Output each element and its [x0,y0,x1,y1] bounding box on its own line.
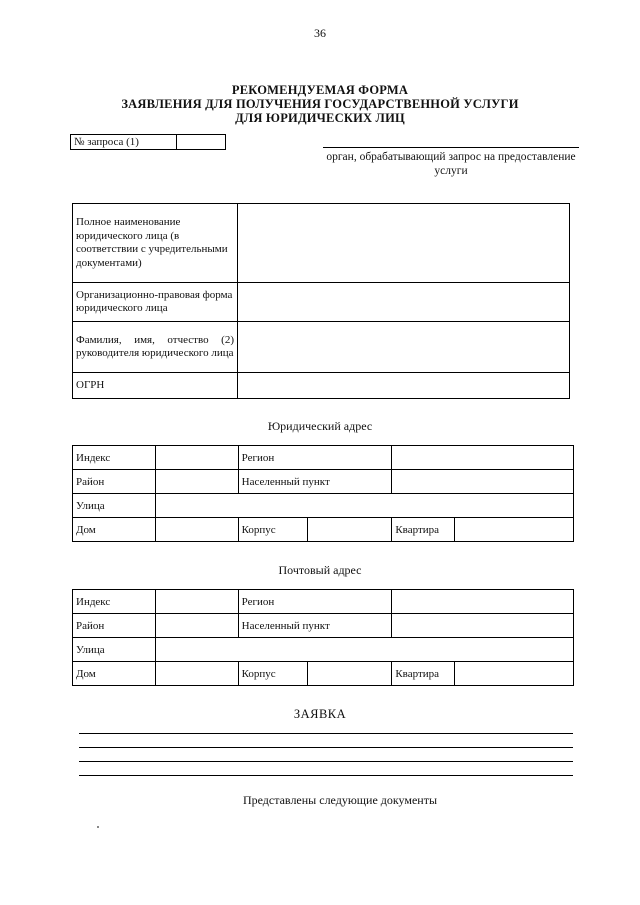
legal-form-field[interactable] [238,283,570,322]
ogrn-label: ОГРН [73,373,238,399]
building-label: Корпус [238,518,307,542]
house-field[interactable] [155,662,238,686]
apartment-label: Квартира [392,518,455,542]
form-title-line-2: ЗАЯВЛЕНИЯ ДЛЯ ПОЛУЧЕНИЯ ГОСУДАРСТВЕННОЙ УСЛУГИ [121,97,519,111]
request-number-label: № запроса (1) [71,135,177,149]
application-heading: ЗАЯВКА [293,707,347,721]
house-label: Дом [73,518,156,542]
full-name-field[interactable] [238,204,570,283]
organ-signature-line[interactable] [323,147,579,148]
scan-speck [97,826,99,828]
documents-caption: Представлены следующие документы [242,793,438,807]
locality-field[interactable] [392,614,574,638]
organ-caption: орган, обрабатывающий запрос на предоставление услуги [326,151,576,177]
head-name-field[interactable] [238,322,570,373]
street-field[interactable] [155,638,573,662]
apartment-field[interactable] [455,662,574,686]
region-field[interactable] [392,446,574,470]
table-row [73,494,574,518]
building-field[interactable] [307,662,392,686]
request-number-field[interactable] [177,135,225,149]
application-line[interactable] [79,775,573,776]
index-field[interactable] [155,446,238,470]
table-row [73,614,574,638]
street-field[interactable] [155,494,573,518]
postal-address-caption: Почтовый адрес [278,563,362,577]
legal-address-caption: Юридический адрес [267,419,373,433]
locality-label: Населенный пункт [238,614,392,638]
legal-form-label: Организационно-правовая форма юридического лица [73,283,238,322]
table-row [73,638,574,662]
request-number-box [70,134,226,150]
postal-address-table [72,589,574,686]
locality-field[interactable] [392,470,574,494]
apartment-field[interactable] [455,518,574,542]
region-label: Регион [238,590,392,614]
table-row [73,470,574,494]
application-line[interactable] [79,761,573,762]
table-row [73,662,574,686]
index-field[interactable] [155,590,238,614]
table-row [73,446,574,470]
legal-address-table [72,445,574,542]
full-name-label: Полное наименование юридического лица (в соответствии с учредительными документами) [73,204,238,283]
building-label: Корпус [238,662,307,686]
application-line[interactable] [79,747,573,748]
organization-table [72,203,570,399]
building-field[interactable] [307,518,392,542]
table-row [73,590,574,614]
house-label: Дом [73,662,156,686]
table-row [73,204,570,283]
region-field[interactable] [392,590,574,614]
table-row [73,283,570,322]
table-row [73,518,574,542]
district-field[interactable] [155,470,238,494]
table-row [73,373,570,399]
district-label: Район [73,614,156,638]
house-field[interactable] [155,518,238,542]
apartment-label: Квартира [392,662,455,686]
locality-label: Населенный пункт [238,470,392,494]
form-title-line-3: ДЛЯ ЮРИДИЧЕСКИХ ЛИЦ [235,111,405,125]
region-label: Регион [238,446,392,470]
form-title-line-1: РЕКОМЕНДУЕМАЯ ФОРМА [231,83,409,97]
district-label: Район [73,470,156,494]
district-field[interactable] [155,614,238,638]
page-number: 36 [314,26,326,40]
table-row [73,322,570,373]
ogrn-field[interactable] [238,373,570,399]
index-label: Индекс [73,446,156,470]
application-line[interactable] [79,733,573,734]
index-label: Индекс [73,590,156,614]
street-label: Улица [73,638,156,662]
street-label: Улица [73,494,156,518]
head-name-label: Фамилия, имя, отчество (2) руководителя юридического лица [73,322,238,373]
